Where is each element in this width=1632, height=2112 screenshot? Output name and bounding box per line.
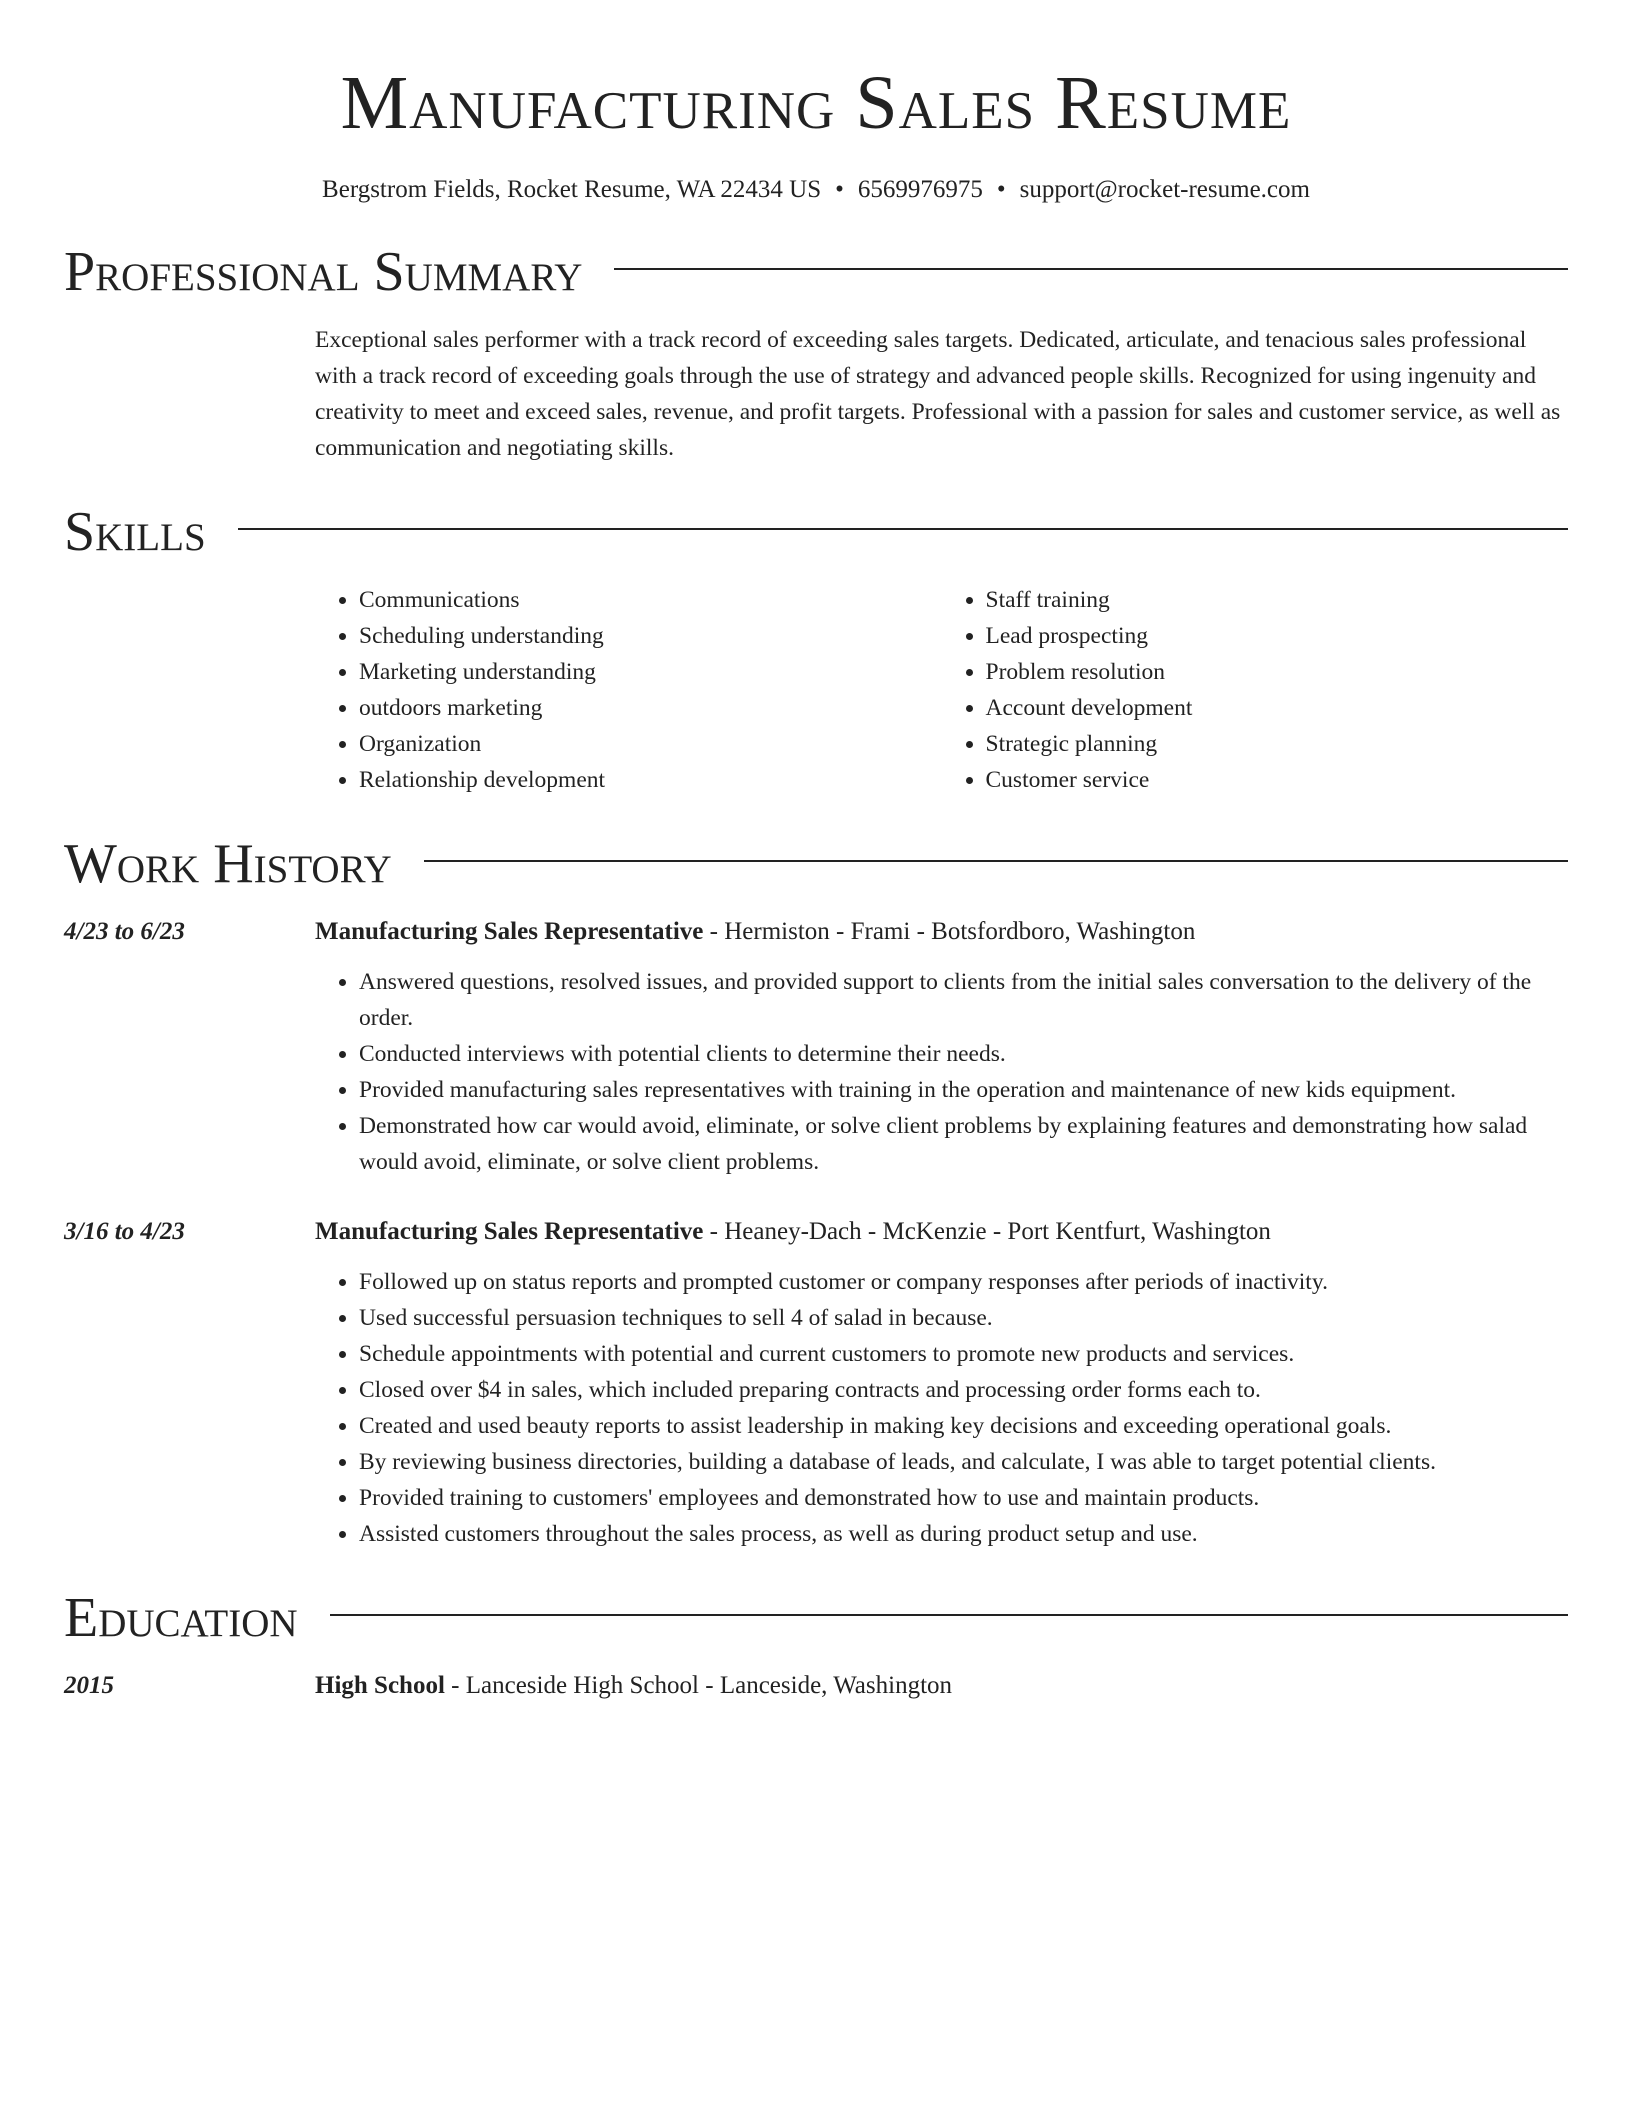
- skill-item: • Organization: [359, 726, 942, 762]
- skill-item: • Relationship development: [359, 762, 942, 798]
- skills-list-left: [315, 582, 942, 798]
- education-section-title: Education: [64, 1587, 298, 1649]
- job-role: Manufacturing Sales Representative: [315, 918, 704, 945]
- skill-item: • Strategic planning: [986, 726, 1569, 762]
- section-divider: [238, 528, 1568, 530]
- contact-separator: •: [835, 176, 844, 203]
- work-section-title: Work History: [64, 833, 392, 895]
- skill-item: • Lead prospecting: [986, 618, 1569, 654]
- skill-item: • Problem resolution: [986, 654, 1569, 690]
- section-divider: [330, 1614, 1568, 1616]
- job-bullet: • Assisted customers throughout the sales process, as well as during product setup and use.: [359, 1516, 1568, 1552]
- job-content: [315, 1214, 1568, 1552]
- section-divider: [614, 268, 1568, 270]
- skill-item: • outdoors marketing: [359, 690, 942, 726]
- resume-title: Manufacturing Sales Resume: [340, 61, 1292, 145]
- summary-section-title: Professional Summary: [64, 241, 583, 303]
- job-entry: [64, 914, 1568, 1180]
- section-divider: [424, 860, 1568, 862]
- skill-item: • Marketing understanding: [359, 654, 942, 690]
- job-bullets: [315, 1264, 1568, 1552]
- work-section-header: [64, 832, 1568, 896]
- contact-line: [64, 174, 1568, 206]
- job-bullet: • Answered questions, resolved issues, and provided support to clients from the initial sales conversation to the delivery of the order.: [359, 964, 1568, 1036]
- job-bullet: • Schedule appointments with potential and current customers to promote new products and services.: [359, 1336, 1568, 1372]
- job-details: - Hermiston - Frami - Botsfordboro, Washington: [703, 918, 1196, 945]
- education-heading: [315, 1668, 1568, 1704]
- contact-email: support@rocket-resume.com: [1019, 176, 1310, 203]
- job-heading: [315, 1214, 1568, 1250]
- job-date: 4/23 to 6/23: [64, 918, 185, 945]
- job-heading: [315, 914, 1568, 950]
- job-bullet: • Demonstrated how car would avoid, eliminate, or solve client problems by explaining features and demonstrating how salad would avoid, eliminate, or solve client problems.: [359, 1108, 1568, 1180]
- summary-text: Exceptional sales performer with a track record of exceeding sales targets. Dedicated, articulate, and tenacious sales professional with a track record of exceeding goals through the use of strategy and advanced people skills. Recognized for using ingenuity and creativity to meet and exceed sales, revenue, and profit targets. Professional with a passion for sales and customer service, as well as communication and negotiating skills.: [315, 327, 1561, 461]
- skills-list-right: [942, 582, 1569, 798]
- skill-item: • Scheduling understanding: [359, 618, 942, 654]
- job-content: [315, 914, 1568, 1180]
- contact-separator: •: [996, 176, 1006, 203]
- job-bullet: • Followed up on status reports and prompted customer or company responses after periods of inactivity.: [359, 1264, 1568, 1300]
- skill-item: • Staff training: [986, 582, 1569, 618]
- contact-address: Bergstrom Fields, Rocket Resume, WA 22434 US: [322, 176, 822, 203]
- job-entry: [64, 1214, 1568, 1552]
- education-section-header: [64, 1586, 1568, 1650]
- job-bullet: • Used successful persuasion techniques to sell 4 of salad in because.: [359, 1300, 1568, 1336]
- education-date: 2015: [64, 1672, 114, 1699]
- skills-section-header: [64, 500, 1568, 564]
- skill-item: • Communications: [359, 582, 942, 618]
- job-bullet: • Provided manufacturing sales representatives with training in the operation and maintenance of new kids equipment.: [359, 1072, 1568, 1108]
- job-bullets: [315, 964, 1568, 1180]
- education-degree: High School: [315, 1672, 445, 1699]
- job-bullet: • Created and used beauty reports to assist leadership in making key decisions and exceeding operational goals.: [359, 1408, 1568, 1444]
- education-details: - Lanceside High School - Lanceside, Washington: [444, 1672, 953, 1699]
- contact-phone: 6569976975: [857, 176, 983, 203]
- skills-section-title: Skills: [64, 501, 206, 563]
- skills-grid: [315, 582, 1568, 798]
- education-content: [315, 1668, 1568, 1704]
- job-bullet: • By reviewing business directories, building a database of leads, and calculate, I was able to target potential clients.: [359, 1444, 1568, 1480]
- job-details: - Heaney-Dach - McKenzie - Port Kentfurt, Washington: [703, 1218, 1271, 1245]
- skill-item: • Customer service: [986, 762, 1569, 798]
- job-bullet: • Provided training to customers' employees and demonstrated how to use and maintain products.: [359, 1480, 1568, 1516]
- education-entry: [64, 1668, 1568, 1704]
- job-bullet: • Closed over $4 in sales, which included preparing contracts and processing order forms each to.: [359, 1372, 1568, 1408]
- job-bullet: • Conducted interviews with potential clients to determine their needs.: [359, 1036, 1568, 1072]
- job-date: 3/16 to 4/23: [64, 1218, 185, 1245]
- summary-section-header: [64, 240, 1568, 304]
- skill-item: • Account development: [986, 690, 1569, 726]
- job-role: Manufacturing Sales Representative: [315, 1218, 704, 1245]
